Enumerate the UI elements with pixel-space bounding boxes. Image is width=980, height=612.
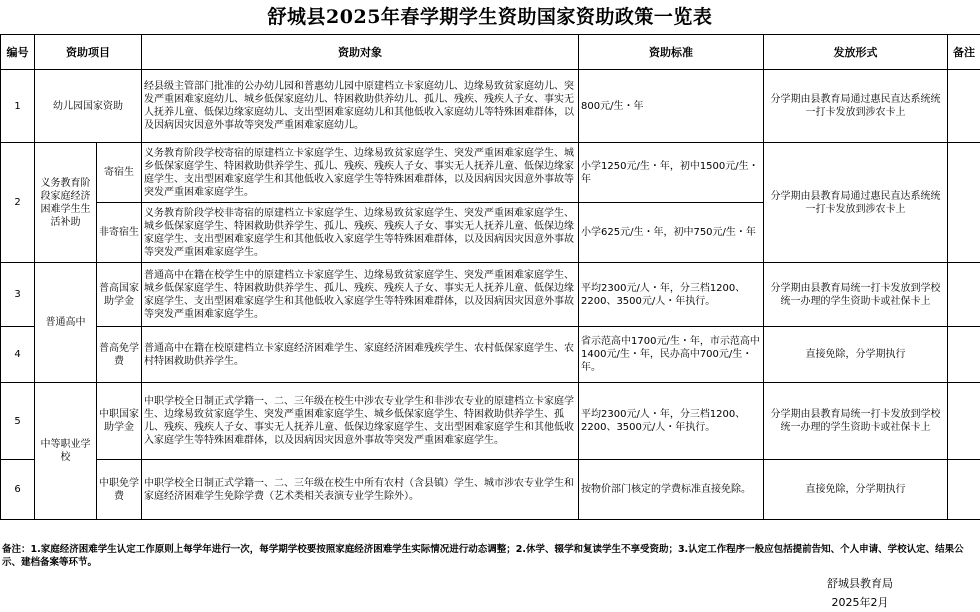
table-header-row — [1, 35, 980, 70]
standard-cell: 800元/生・年 — [579, 70, 764, 143]
project-group: 义务教育阶段家庭经济困难学生生活补助 — [35, 143, 97, 263]
row-number: 2 — [1, 143, 35, 263]
table-row — [1, 70, 980, 143]
standard-cell: 小学1250元/生・年，初中1500元/生・年 — [579, 143, 764, 203]
row-number: 3 — [1, 263, 35, 327]
table-row — [1, 327, 980, 383]
issuer: 舒城县教育局 — [827, 577, 893, 590]
remark-cell — [948, 460, 980, 520]
row-number: 6 — [1, 460, 35, 520]
target-cell: 中职学校全日制正式学籍一、二、三年级在校生中涉农专业学生和非涉农专业的原建档立卡家庭学生、边缘易致贫家庭学生、突发严重困难家庭学生、城乡低保家庭学生、特困救助供养学生、孤儿、残疾、残疾人子女、事实无人抚养儿童、低保边缘家庭学生、支出型困难家庭学生和其他低收入家庭学生等特殊困难群体，以及因病因灾因意外事故等突发严重困难家庭学生。 — [142, 383, 579, 460]
method-cell: 分学期由县教育局统一打卡发放到学校统一办理的学生资助卡或社保卡上 — [764, 383, 948, 460]
project-group: 普通高中 — [35, 263, 97, 383]
sub-project: 普高国家助学金 — [97, 263, 142, 327]
target-cell: 经县级主管部门批准的公办幼儿园和普惠幼儿园中原建档立卡家庭幼儿、边缘易致贫家庭幼儿、突发严重困难家庭幼儿、城乡低保家庭幼儿、特困救助供养幼儿、孤儿、残疾、残疾人子女、事实无人抚养儿童、低保边缘家庭幼儿、支出型困难家庭幼儿和其他低收入家庭幼儿等特殊困难群体，以及因病因灾因意外事故等突发严重困难家庭幼儿。 — [142, 70, 579, 143]
standard-cell: 省示范高中1700元/生・年，市示范高中1400元/生・年，民办高中700元/生・年。 — [579, 327, 764, 383]
sub-project: 中职国家助学金 — [97, 383, 142, 460]
row-number: 5 — [1, 383, 35, 460]
table-row — [1, 263, 980, 327]
page-title: 舒城县2025年春学期学生资助国家资助政策一览表 — [267, 6, 713, 28]
remark-cell — [948, 143, 980, 263]
target-cell: 义务教育阶段学校寄宿的原建档立卡家庭学生、边缘易致贫家庭学生、突发严重困难家庭学生、城乡低保家庭学生、特困救助供养学生、孤儿、残疾、残疾人子女、事实无人抚养儿童、低保边缘家庭学生、支出型困难家庭学生和其他低收入家庭学生等特殊困难群体，以及因病因灾因意外事故等突发严重困难家庭学生。 — [142, 143, 579, 203]
method-cell: 分学期由县教育局统一打卡发放到学校统一办理的学生资助卡或社保卡上 — [764, 263, 948, 327]
project-group: 中等职业学校 — [35, 383, 97, 520]
header-no: 编号 — [1, 35, 35, 70]
remark-cell — [948, 383, 980, 460]
row-number: 4 — [1, 327, 35, 383]
header-target: 资助对象 — [142, 35, 579, 70]
issue-date: 2025年2月 — [831, 596, 889, 609]
remark-cell — [948, 263, 980, 327]
standard-cell: 平均2300元/人・年，分三档1200、2200、3500元/人・年执行。 — [579, 383, 764, 460]
table-row — [1, 143, 980, 203]
header-method: 发放形式 — [764, 35, 948, 70]
target-cell: 中职学校全日制正式学籍一、二、三年级在校生中所有农村（含县镇）学生、城市涉农专业学生和家庭经济困难学生免除学费（艺术类相关表演专业学生除外）。 — [142, 460, 579, 520]
target-cell: 义务教育阶段学校非寄宿的原建档立卡家庭学生、边缘易致贫家庭学生、突发严重困难家庭学生、城乡低保家庭学生、特困救助供养学生、孤儿、残疾、残疾人子女、事实无人抚养儿童、低保边缘家庭学生、支出型困难家庭学生和其他低收入家庭学生等特殊困难群体，以及因病因灾因意外事故等突发严重困难家庭学生。 — [142, 203, 579, 263]
sub-project: 中职免学费 — [97, 460, 142, 520]
method-cell: 直接免除，分学期执行 — [764, 327, 948, 383]
standard-cell: 小学625元/生・年，初中750元/生・年 — [579, 203, 764, 263]
table-row — [1, 460, 980, 520]
sub-project: 非寄宿生 — [97, 203, 142, 263]
remark-cell — [948, 327, 980, 383]
header-project: 资助项目 — [35, 35, 142, 70]
sub-project: 寄宿生 — [97, 143, 142, 203]
standard-cell: 平均2300元/人・年，分三档1200、2200、3500元/人・年执行。 — [579, 263, 764, 327]
policy-table — [0, 34, 980, 520]
standard-cell: 按物价部门核定的学费标准直接免除。 — [579, 460, 764, 520]
header-standard: 资助标准 — [579, 35, 764, 70]
footnote: 备注：1.家庭经济困难学生认定工作原则上每学年进行一次，每学期学校要按照家庭经济困难学生实际情况进行动态调整；2.休学、辍学和复读学生不享受资助；3.认定工作程序一般应包括提前告知、个人申请、学校认定、结果公示、建档备案等环节。 — [2, 544, 964, 568]
sub-project: 普高免学费 — [97, 327, 142, 383]
method-cell: 分学期由县教育局通过惠民直达系统统一打卡发放到涉农卡上 — [764, 143, 948, 263]
target-cell: 普通高中在籍在校学生中的原建档立卡家庭学生、边缘易致贫家庭学生、突发严重困难家庭学生、城乡低保家庭学生、特困救助供养学生、孤儿、残疾、残疾人子女、事实无人抚养儿童、低保边缘家庭学生、支出型困难家庭学生和其他低收入家庭学生等特殊困难群体，以及因病因灾因意外事故等突发严重困难家庭学生。 — [142, 263, 579, 327]
method-cell: 直接免除，分学期执行 — [764, 460, 948, 520]
remark-cell — [948, 70, 980, 143]
project-name: 幼儿园国家资助 — [35, 70, 142, 143]
header-remark: 备注 — [948, 35, 980, 70]
table-row — [1, 383, 980, 460]
method-cell: 分学期由县教育局通过惠民直达系统统一打卡发放到涉农卡上 — [764, 70, 948, 143]
row-number: 1 — [1, 70, 35, 143]
target-cell: 普通高中在籍在校原建档立卡家庭经济困难学生、家庭经济困难残疾学生、农村低保家庭学生、农村特困救助供养学生。 — [142, 327, 579, 383]
